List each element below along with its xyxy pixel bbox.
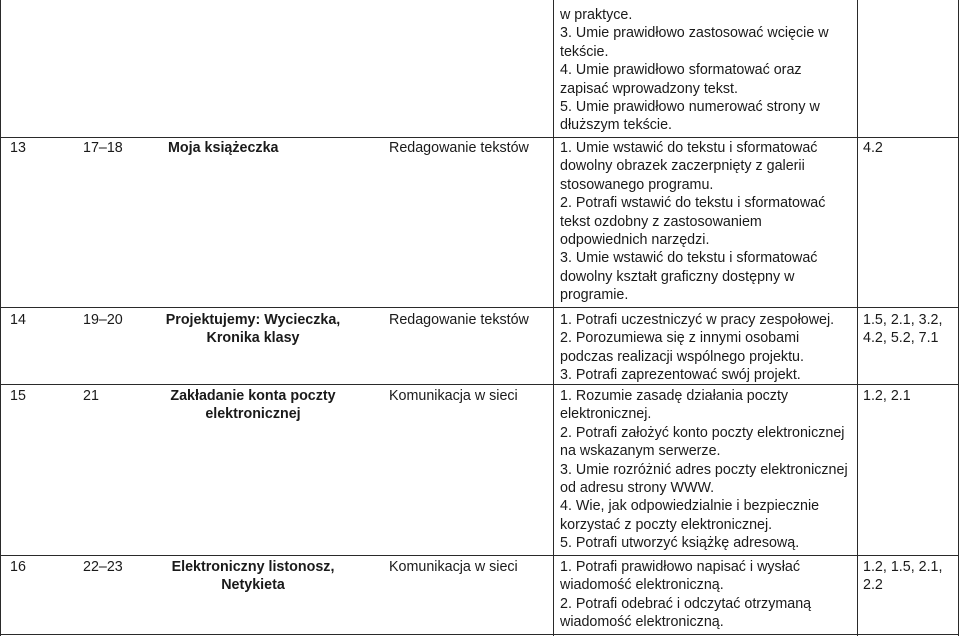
objective-item: 1. Rozumie zasadę działania poczty elektronicznej. bbox=[560, 388, 789, 423]
lesson-section: Komunikacja w sieci bbox=[389, 388, 518, 404]
objective-item: w praktyce. bbox=[560, 7, 633, 23]
objective-item: 1. Potrafi prawidłowo napisać i wysłać wiadomość elektroniczną. bbox=[560, 559, 800, 594]
lesson-section: Komunikacja w sieci bbox=[389, 559, 518, 575]
objective-item: 2. Potrafi wstawić do tekstu i sformatować tekst ozdobny z zastosowaniem odpowiednich narzędzi. bbox=[560, 195, 826, 249]
lesson-number: 13 bbox=[10, 140, 26, 156]
objective-item: 1. Umie wstawić do tekstu i sformatować dowolny obrazek zaczerpnięty z galerii stosowanego programu. bbox=[560, 140, 818, 193]
row-divider bbox=[0, 307, 959, 308]
objective-item: 3. Potrafi zaprezentować swój projekt. bbox=[560, 367, 801, 384]
objective-item: 3. Umie rozróżnić adres poczty elektronicznej od adresu strony WWW. bbox=[560, 461, 848, 497]
objective-item: 3. Umie prawidłowo zastosować wcięcie w tekście. bbox=[560, 25, 829, 60]
objectives-cell bbox=[560, 387, 850, 553]
objective-item: 2. Potrafi odebrać i odczytać otrzymaną wiadomość elektroniczną. bbox=[560, 595, 812, 631]
row-divider bbox=[0, 137, 959, 138]
border-bottom bbox=[0, 634, 959, 635]
objectives-cell bbox=[560, 139, 850, 305]
objective-item: 4. Wie, jak odpowiedzialnie i bezpiecznie korzystać z poczty elektronicznej. bbox=[560, 498, 820, 533]
objective-item: 3. Umie wstawić do tekstu i sformatować dowolny kształt graficzny dostępny w programie. bbox=[560, 250, 818, 304]
objective-item: 2. Porozumiewa się z innymi osobami podczas realizacji wspólnego projektu. bbox=[560, 330, 804, 365]
border-col-curriculum bbox=[857, 0, 858, 636]
objectives-cell bbox=[560, 6, 850, 135]
objectives-cell bbox=[560, 311, 850, 385]
row-divider bbox=[0, 555, 959, 556]
lesson-topic: Projektujemy: Wycieczka, Kronika klasy bbox=[165, 312, 341, 347]
curriculum-ref: 1.2, 2.1 bbox=[863, 388, 911, 404]
objectives-cell bbox=[560, 558, 850, 632]
lesson-number: 16 bbox=[10, 559, 26, 575]
border-col-objectives bbox=[553, 0, 554, 636]
lesson-hours: 22–23 bbox=[83, 559, 123, 575]
lesson-hours: 17–18 bbox=[83, 140, 123, 156]
objective-item: 1. Potrafi uczestniczyć w pracy zespołowej. bbox=[560, 312, 835, 328]
curriculum-ref: 1.2, 1.5, 2.1, 2.2 bbox=[863, 559, 943, 594]
lesson-number: 14 bbox=[10, 312, 26, 328]
lesson-section: Redagowanie tekstów bbox=[389, 312, 529, 328]
objective-item: 5. Potrafi utworzyć książkę adresową. bbox=[560, 535, 800, 552]
objective-item: 2. Potrafi założyć konto poczty elektronicznej na wskazanym serwerze. bbox=[560, 424, 845, 460]
objective-item: 5. Umie prawidłowo numerować strony w dłuższym tekście. bbox=[560, 99, 820, 134]
curriculum-ref: 4.2 bbox=[863, 140, 883, 156]
lesson-number: 15 bbox=[10, 388, 26, 404]
curriculum-ref: 1.5, 2.1, 3.2, 4.2, 5.2, 7.1 bbox=[863, 312, 943, 347]
lesson-section: Redagowanie tekstów bbox=[389, 140, 529, 156]
lesson-topic: Zakładanie konta poczty elektronicznej bbox=[170, 388, 336, 423]
border-left bbox=[0, 0, 1, 636]
lesson-hours: 19–20 bbox=[83, 312, 123, 328]
lesson-topic: Moja książeczka bbox=[168, 140, 279, 156]
lesson-topic: Elektroniczny listonosz, Netykieta bbox=[171, 559, 335, 594]
objective-item: 4. Umie prawidłowo sformatować oraz zapisać wprowadzony tekst. bbox=[560, 62, 802, 97]
lesson-hours: 21 bbox=[83, 388, 99, 404]
